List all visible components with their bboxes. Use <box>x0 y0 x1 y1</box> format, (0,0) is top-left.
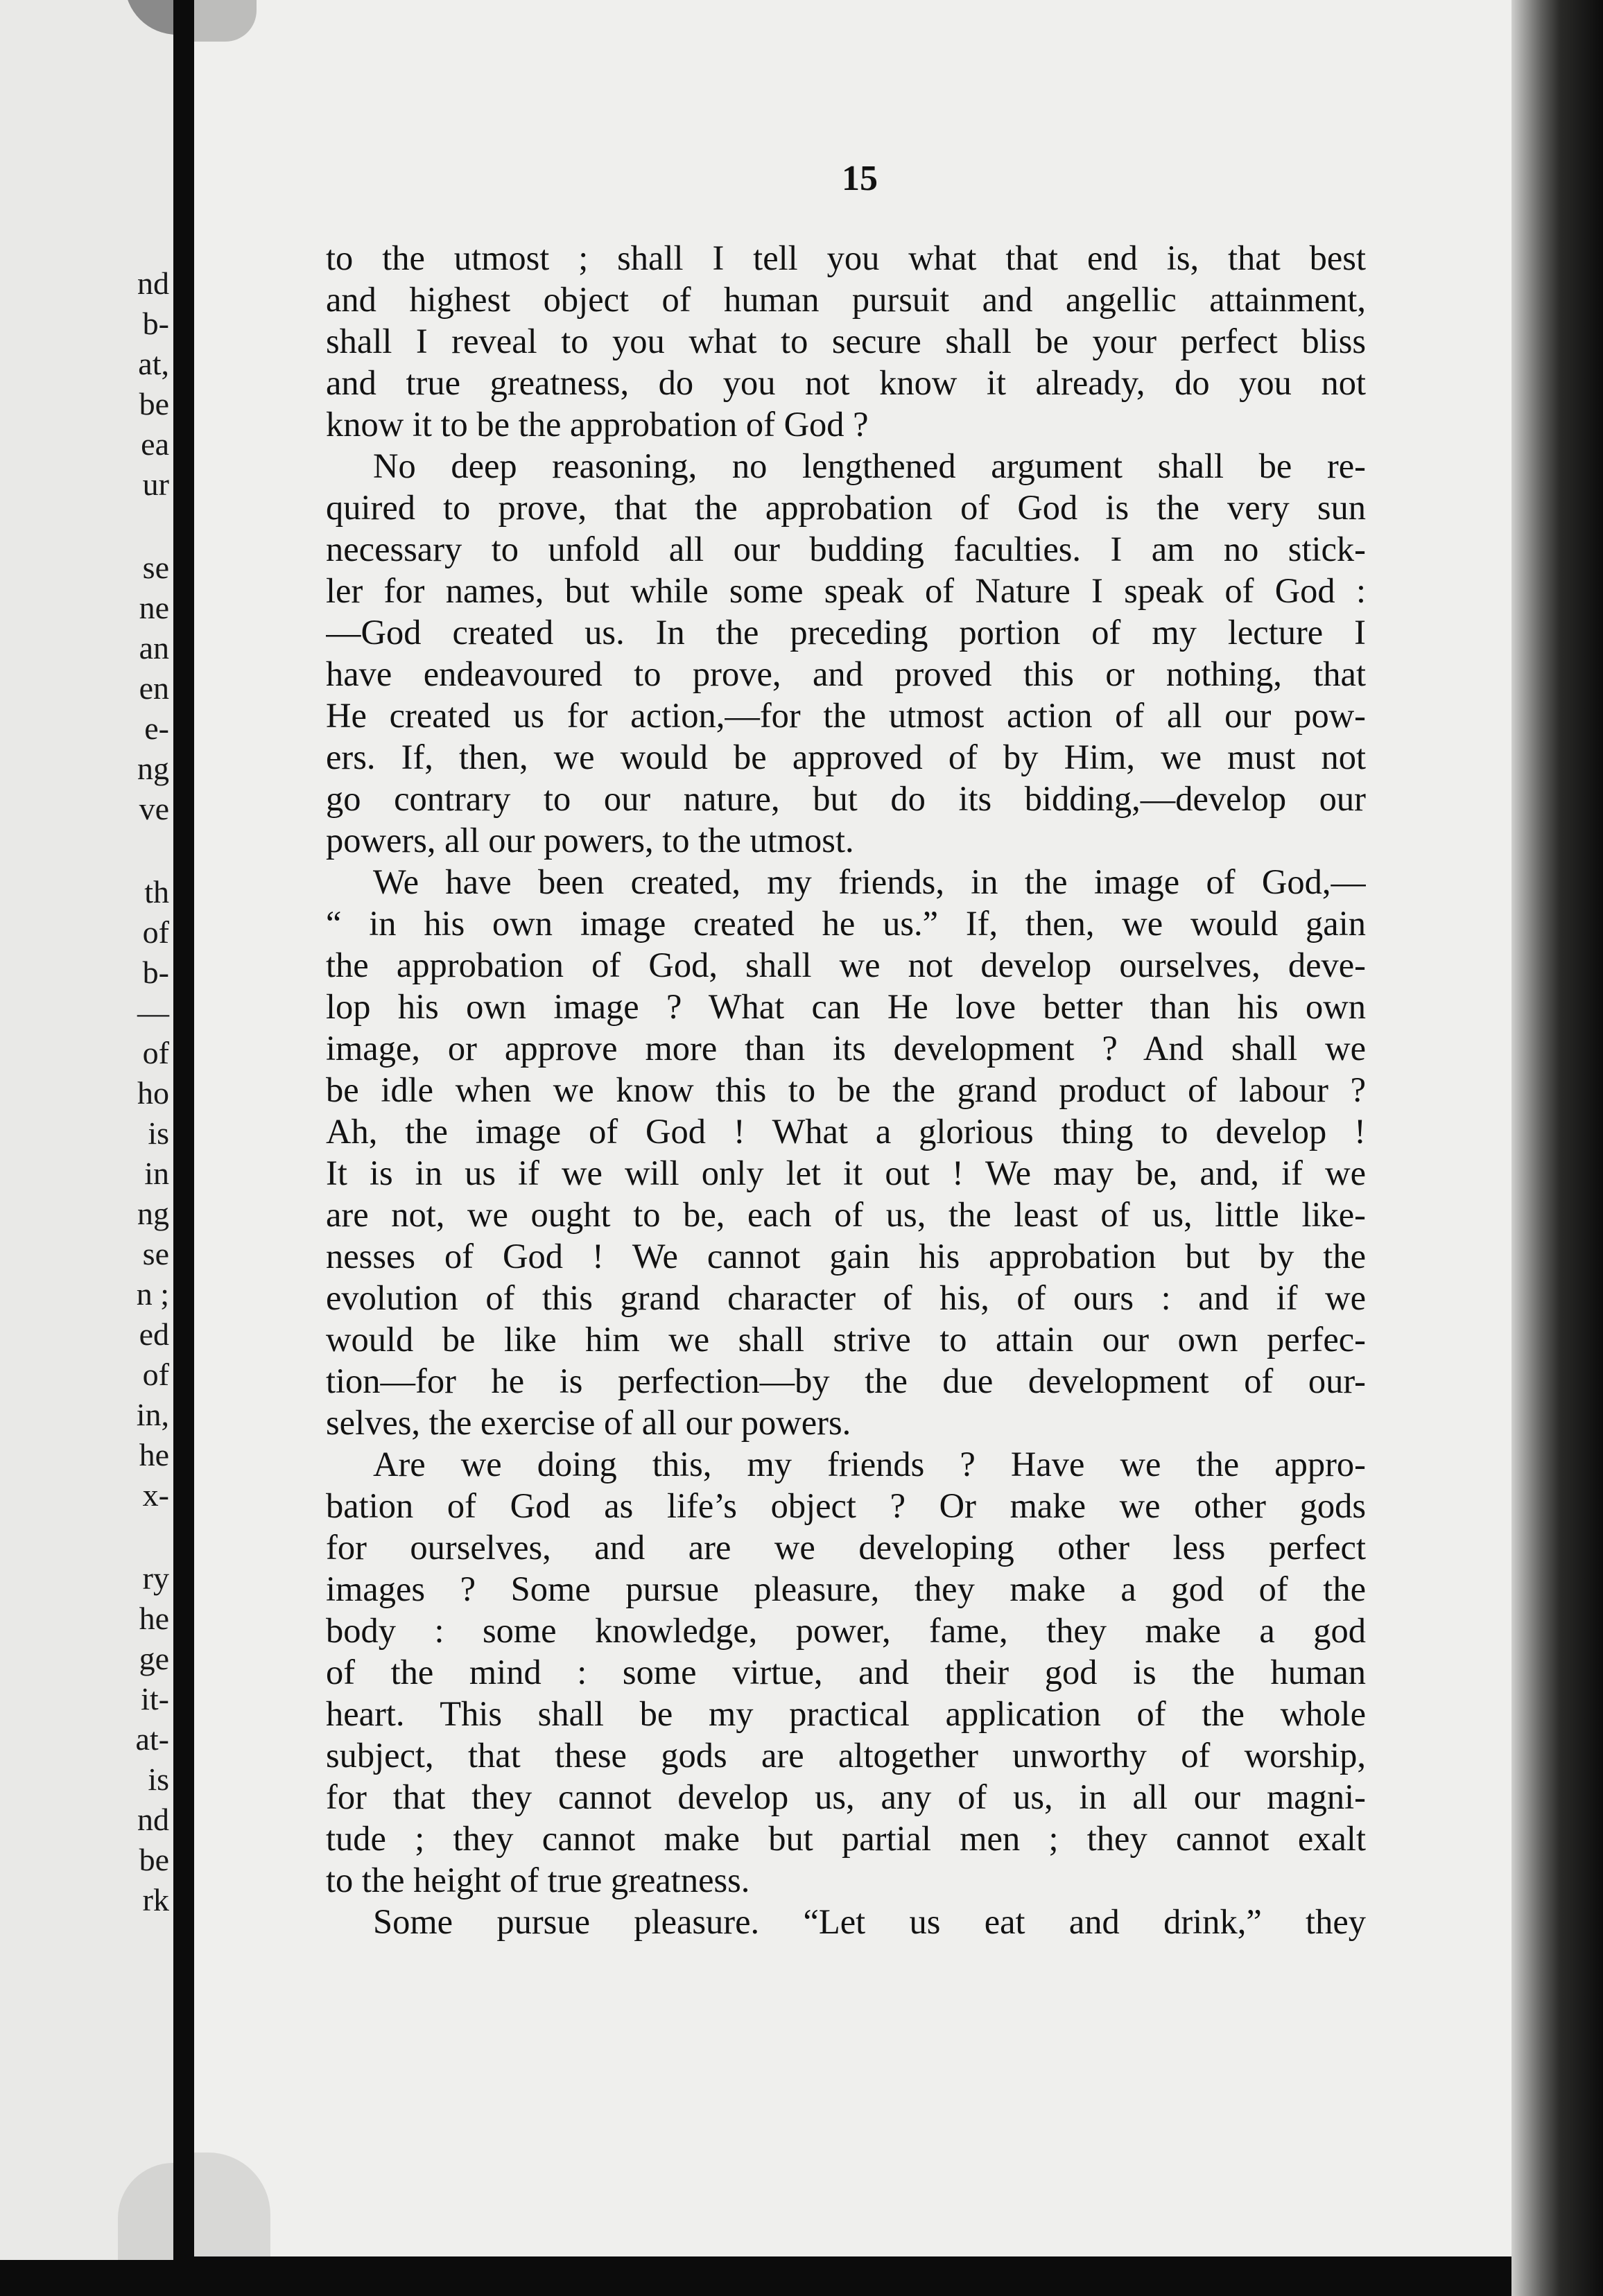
text-line: have endeavoured to prove, and proved this or nothing, that <box>326 654 1366 693</box>
text-line: “ in his own image created he us.” If, then, we would gain <box>326 904 1366 943</box>
facing-page-fragment: be <box>139 1842 169 1877</box>
text-line: know it to be the approbation of God ? <box>326 405 869 444</box>
facing-page-fragment: in <box>144 1156 169 1191</box>
text-line: images ? Some pursue pleasure, they make a god of the <box>326 1569 1366 1608</box>
facing-page-fragment: at- <box>135 1721 169 1757</box>
book-page <box>194 0 1511 2256</box>
facing-page-fragment: th <box>144 874 169 910</box>
text-line: —God created us. In the preceding portion of my lecture I <box>326 613 1366 652</box>
facing-page-fragment: rk <box>142 1882 169 1917</box>
text-line: He created us for action,—for the utmost action of all our pow- <box>326 696 1366 735</box>
text-line: and true greatness, do you not know it already, do you not <box>326 363 1366 402</box>
facing-page-fragment: at, <box>138 346 169 381</box>
facing-page-fragment: se <box>142 550 169 585</box>
facing-page-fragment: it- <box>141 1681 169 1716</box>
facing-page-fragment: ge <box>139 1641 169 1676</box>
facing-page-fragment: is <box>148 1762 169 1797</box>
facing-page-fragment: en <box>139 670 169 706</box>
facing-page-fragment: nd <box>137 266 169 301</box>
page-number: 15 <box>842 159 878 198</box>
facing-page-fragment: — <box>137 995 169 1030</box>
page-body-text <box>326 237 1366 1942</box>
text-line: lop his own image ? What can He love better than his own <box>326 987 1366 1026</box>
facing-page-fragment: of <box>142 1035 169 1070</box>
facing-page-fragment: he <box>139 1437 169 1472</box>
text-line: tion—for he is perfection—by the due development of our- <box>326 1362 1366 1400</box>
text-line: necessary to unfold all our budding faculties. I am no stick- <box>326 530 1366 568</box>
text-line: Some pursue pleasure. “Let us eat and drink,” they <box>373 1902 1366 1941</box>
facing-page-fragment: ho <box>137 1075 169 1111</box>
text-line: to the utmost ; shall I tell you what that end is, that best <box>326 238 1366 277</box>
facing-page-fragment: be <box>139 386 169 421</box>
text-line: ler for names, but while some speak of Nature I speak of God : <box>326 571 1366 610</box>
facing-page-fragment: b- <box>142 306 169 341</box>
facing-page-fragment: in, <box>136 1397 169 1432</box>
facing-page-fragment: n ; <box>136 1276 169 1312</box>
text-line: body : some knowledge, power, fame, they make a god <box>326 1611 1366 1650</box>
text-line: nesses of God ! We cannot gain his approbation but by the <box>326 1237 1366 1276</box>
facing-page-fragment: of <box>142 1357 169 1392</box>
facing-page-fragment: is <box>148 1115 169 1151</box>
facing-page-fragment: e- <box>144 711 169 746</box>
page-notch <box>194 2152 270 2256</box>
text-line: would be like him we shall strive to attain our own perfec- <box>326 1320 1366 1359</box>
text-line: subject, that these gods are altogether unworthy of worship, <box>326 1736 1366 1775</box>
text-line: are not, we ought to be, each of us, the least of us, little like- <box>326 1195 1366 1234</box>
facing-page-fragment: x- <box>142 1477 169 1513</box>
book-edge <box>1511 0 1603 2296</box>
text-line: tude ; they cannot make but partial men ; they cannot exalt <box>326 1819 1366 1858</box>
text-line: We have been created, my friends, in the image of God,— <box>373 862 1366 901</box>
text-line: for that they cannot develop us, any of us, in all our magni- <box>326 1777 1366 1816</box>
text-line: quired to prove, that the approbation of God is the very sun <box>326 488 1366 527</box>
facing-page-fragment: of <box>142 914 169 950</box>
book-gutter <box>173 0 194 2296</box>
page-notch <box>194 0 257 42</box>
text-line: of the mind : some virtue, and their god is the human <box>326 1653 1366 1691</box>
facing-page-fragment: an <box>139 630 169 666</box>
text-line: Ah, the image of God ! What a glorious thing to develop ! <box>326 1112 1366 1151</box>
text-line: bation of God as life’s object ? Or make we other gods <box>326 1486 1366 1525</box>
text-line: and highest object of human pursuit and angellic attainment, <box>326 280 1366 319</box>
facing-page-fragment: se <box>142 1236 169 1271</box>
text-line: No deep reasoning, no lengthened argument shall be re- <box>373 446 1366 485</box>
text-line: shall I reveal to you what to secure shall be your perfect bliss <box>326 322 1366 360</box>
facing-page-fragment: ng <box>137 1196 169 1231</box>
facing-page-fragment: he <box>139 1601 169 1636</box>
facing-page-fragment: b- <box>142 955 169 990</box>
text-line: It is in us if we will only let it out ! We may be, and, if we <box>326 1154 1366 1192</box>
text-line: evolution of this grand character of his, of ours : and if we <box>326 1278 1366 1317</box>
facing-page-fragment: ed <box>139 1316 169 1352</box>
text-line: the approbation of God, shall we not develop ourselves, deve- <box>326 946 1366 984</box>
facing-page-fragment: ne <box>139 590 169 625</box>
facing-page-fragment: nd <box>137 1802 169 1837</box>
facing-page-fragment: ea <box>141 426 169 462</box>
text-line: for ourselves, and are we developing other less perfect <box>326 1528 1366 1567</box>
text-line: selves, the exercise of all our powers. <box>326 1403 851 1442</box>
facing-page-fragment: ur <box>142 467 169 502</box>
text-line: Are we doing this, my friends ? Have we the appro- <box>373 1445 1366 1484</box>
facing-page-fragment: ry <box>142 1560 169 1596</box>
page-notch <box>125 0 173 35</box>
text-line: ers. If, then, we would be approved of by Him, we must not <box>326 738 1366 776</box>
text-line: to the height of true greatness. <box>326 1861 750 1899</box>
facing-page-fragment: ve <box>139 791 169 826</box>
page-notch <box>118 2163 173 2260</box>
facing-page-fragment: ng <box>137 751 169 786</box>
text-line: image, or approve more than its development ? And shall we <box>326 1029 1366 1068</box>
facing-page-edge <box>0 0 173 2260</box>
text-line: be idle when we know this to be the grand product of labour ? <box>326 1070 1366 1109</box>
text-line: go contrary to our nature, but do its bidding,—develop our <box>326 779 1366 818</box>
text-line: heart. This shall be my practical application of the whole <box>326 1694 1366 1733</box>
text-line: powers, all our powers, to the utmost. <box>326 821 854 860</box>
